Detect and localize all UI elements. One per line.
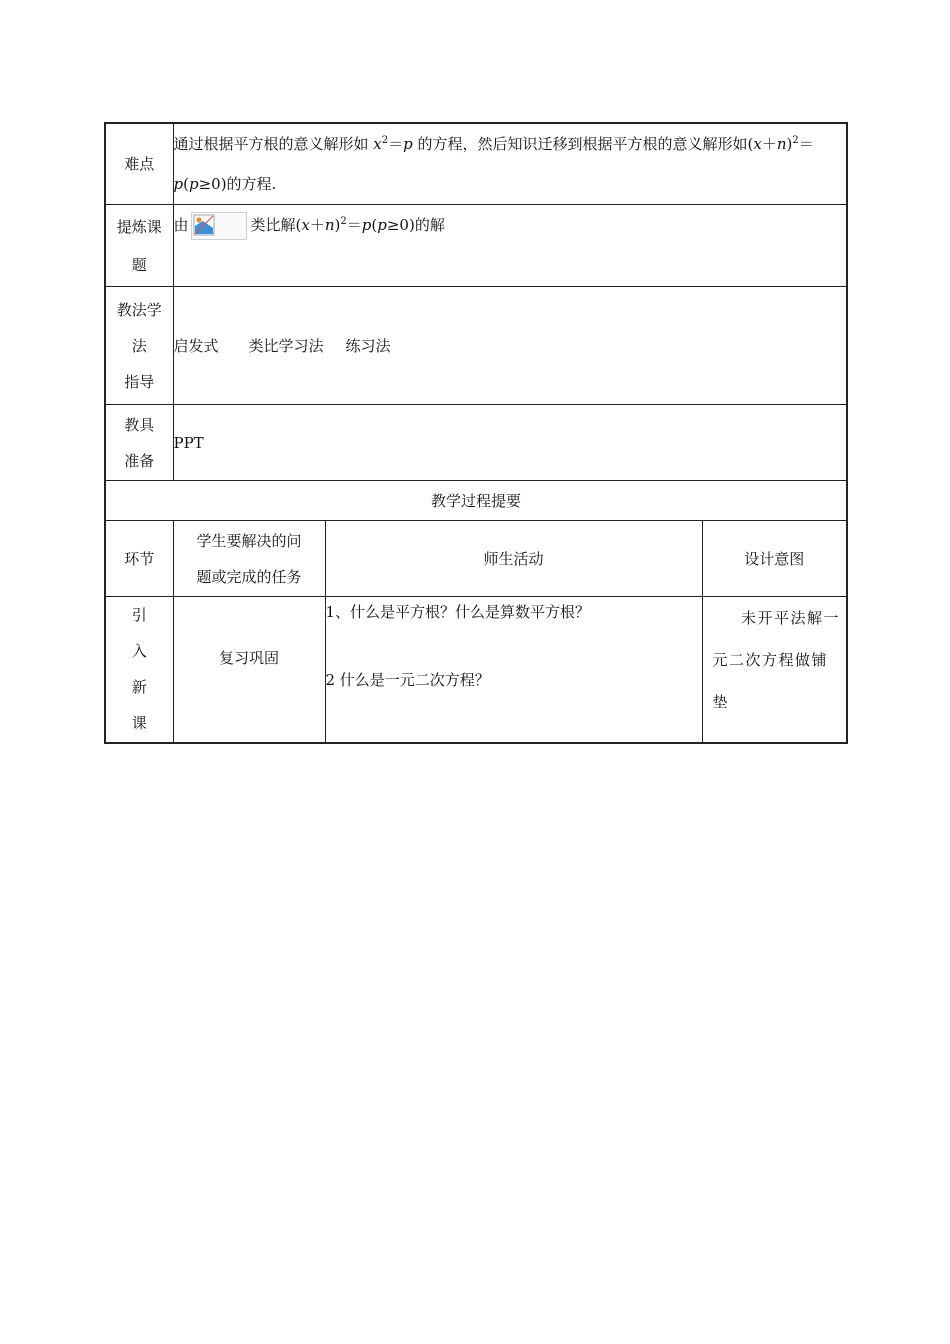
tools-value: PPT: [173, 405, 847, 481]
header-intent: 设计意图: [702, 521, 847, 597]
process-header-row: [105, 521, 847, 597]
row-process-header: [105, 481, 847, 521]
broken-image-icon: [191, 212, 247, 240]
activity-cell: 1、什么是平方根？什么是算数平方根？ 2 什么是一元二次方程？: [325, 597, 702, 743]
topic-label: 提炼课 题: [105, 205, 173, 287]
topic-content: 由 类比解$(x+n)^2=p(p\ge 0)$的解: [173, 205, 847, 287]
row-topic: [105, 205, 847, 287]
row-method: [105, 287, 847, 405]
method-content: [173, 287, 847, 405]
tools-label: 教具 准备: [105, 405, 173, 481]
method-item: 类比学习法: [248, 336, 324, 355]
header-activity: 师生活动: [325, 521, 702, 597]
row-tools: [105, 405, 847, 481]
lesson-plan-table: [104, 122, 848, 744]
method-item: 启发式: [173, 336, 219, 355]
difficulty-content: 通过根据平方根的意义解形如 $x^2=p$ 的方程，然后知识迁移到根据平方根的意义解形如$(x+n)^2=p(p\ge 0)$的方程.: [173, 123, 847, 205]
difficulty-label: 难点: [105, 123, 173, 205]
intent-cell: 未开平法解一 元二次方程做铺 垫: [702, 597, 847, 743]
header-task: 学生要解决的问 题或完成的任务: [173, 521, 325, 597]
method-item: 练习法: [345, 336, 391, 355]
process-header: 教学过程提要: [105, 481, 847, 521]
process-row: [105, 597, 847, 743]
method-label: 教法学 法 指导: [105, 287, 173, 405]
stage-cell: 引 入 新 课: [105, 597, 173, 743]
row-difficulty: [105, 123, 847, 205]
task-cell: 复习巩固: [173, 597, 325, 743]
header-stage: 环节: [105, 521, 173, 597]
